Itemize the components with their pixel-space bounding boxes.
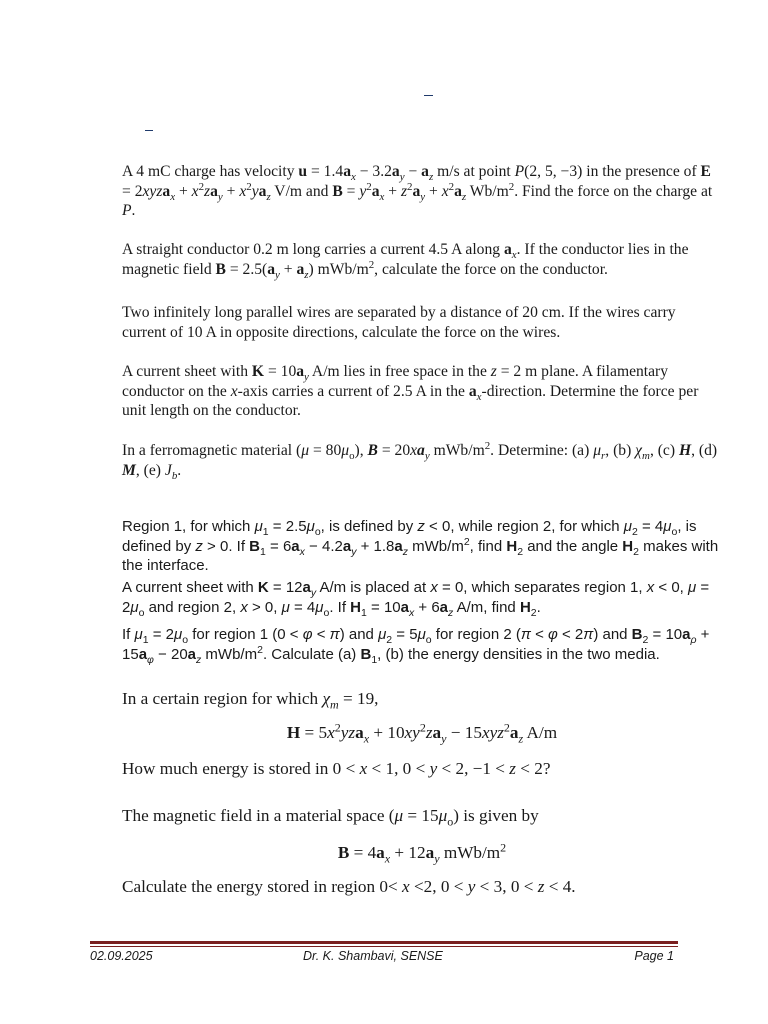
problem-9-equation: $H = 5x^2yza_x + 10xy^2za_y - 15xyz^2a_z$ A/m <box>286 720 558 746</box>
problem-9-question: How much energy is stored in 0 < x < 1, 0 < y < 2, −1 < z < 2? <box>122 759 551 778</box>
problem-1: A 4 mC charge has velocity $u = 1.4a_x - 3.2a_y - a_z$ m/s at point P(2, 5, −3) in the presence of E = 2xyza$_x$ + $x^2za_y + x^2ya_z$ V/m and $B = y^2a_x + z^2a_y + x^2a_z$ $Wb/m^2$. Find the force on the charge at P. <box>122 163 713 219</box>
header-mark-2 <box>145 130 153 131</box>
problem-4: A current sheet with $K = 10a_y$ A/m lies in free space in the z = 2 m plane. A filamentary conductor on the x-axis carries a current of 2.5 A in the $a_x$-direction. Determine the force per unit length on the conductor. <box>122 363 699 419</box>
problem-6: Region 1, for which $\mu_1 = 2.5\mu_o$, is defined by z < 0, while region 2, for which $\mu_2 = 4\mu_o$, is defined by z > 0. If $B_1 = 6a_x - 4.2a_y + 1.8a_z$ mWb/$m^2$, find $H_2$ and the angle $H_2$ makes with the interface. <box>122 518 719 574</box>
problem-9: In a certain region for which $\chi_m = 19$, <box>122 689 379 712</box>
footer-rule-thin <box>90 946 678 947</box>
problem-10: The magnetic field in a material space $(\mu = 15\mu_o)$ is given by <box>122 806 539 829</box>
problem-2: A straight conductor 0.2 m long carries a current 4.5 A along $a_x$. If the conductor lies in the magnetic field $B = 2.5(a_y + a_z)$ mWb/$m^2$, calculate the force on the conductor. <box>122 241 689 281</box>
problem-7: A current sheet with $K = 12a_y$ A/m is placed at x = 0, which separates region 1, x < 0, $\mu = 2\mu_o$ and region 2, x > 0, $\mu = 4\mu_o$. If $H_1 = 10a_x + 6a_z$ A/m, find $H_2$. <box>122 579 710 619</box>
problem-3: Two infinitely long parallel wires are separated by a distance of 20 cm. If the wires carry current of 10 A in opposite directions, calculate the force on the wires. <box>122 304 676 341</box>
problem-5: In a ferromagnetic material $(\mu = 80\mu_o)$, $B = 20xa_y$ mWb/$m^2$. Determine: (a) $\mu_r$, (b) $\chi_m$, (c) H, (d) M, (e) $J_b$. <box>122 439 718 482</box>
footer-date: 02.09.2025 <box>90 949 153 963</box>
footer <box>90 949 678 967</box>
footer-page: Page 1 <box>634 949 674 963</box>
footer-author: Dr. K. Shambavi, SENSE <box>303 949 443 963</box>
problem-10-question: Calculate the energy stored in region 0< x <2, 0 < y < 3, 0 < z < 4. <box>122 877 576 896</box>
problem-8: If $\mu_1 = 2\mu_o$ for region 1 (0 < φ < π) and $\mu_2 = 5\mu_o$ for region 2 (π < φ < 2π) and $B_2 = 10a_\rho + 15a_\varphi - 20a_z$ mWb/$m^2$. Calculate (a) $B_1$, (b) the energy densities in the two media. <box>122 626 710 666</box>
footer-rule-thick <box>90 941 678 944</box>
problem-10-equation: $B = 4a_x + 12a_y$ mWb/$m^2$ <box>337 840 507 866</box>
header-mark-1 <box>424 95 433 96</box>
